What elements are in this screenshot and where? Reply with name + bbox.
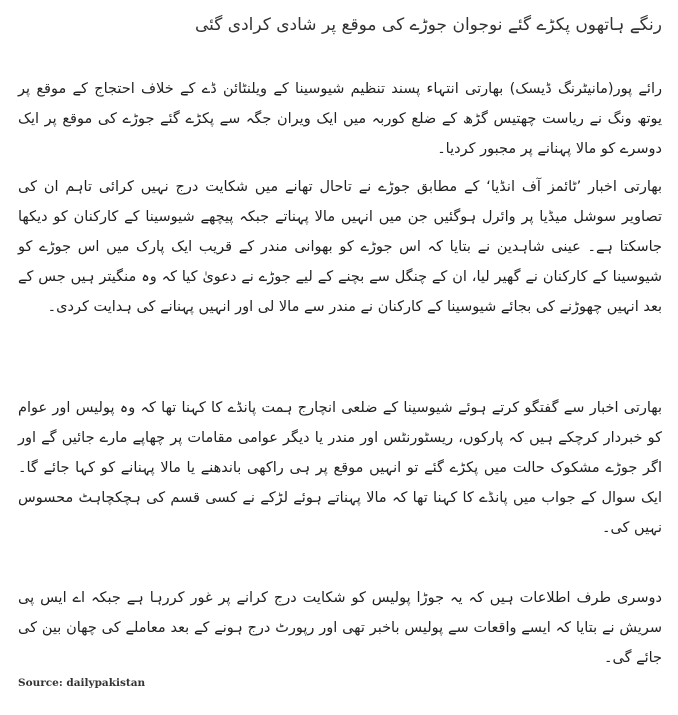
article <box>18 0 662 715</box>
article-paragraph-1: رائے پور(مانیٹرنگ ڈیسک) بھارتی انتہاء پسند تنظیم شیوسینا کے ویلنٹائن ڈے کے خلاف احتجاج کے موقع پر یوتھ ونگ نے ریاست چھتیس گڑھ کے ضلع کوربہ میں ایک ویران جگہ سے پکڑے گئے جوڑے کی موقع پر ایک دوسرے کو مالا پہنانے پر مجبور کردیا۔ <box>18 81 662 157</box>
article-title: رنگے ہاتھوں پکڑے گئے نوجوان جوڑے کی موقع پر شادی کرادی گئی <box>194 15 662 35</box>
source-name: dailypakistan <box>66 677 146 689</box>
source-label: Source: <box>18 677 63 689</box>
article-paragraph-2: بھارتی اخبار ’ٹائمز آف انڈیا‘ کے مطابق جوڑے نے تاحال تھانے میں شکایت درج نہیں کرائی تاہم ان کی تصاویر سوشل میڈیا پر وائرل ہوگئیں جن میں انہیں مالا پہناتے جبکہ پیچھے شیوسینا کے کارکنان کو دیکھا جاسکتا ہے۔ عینی شاہدین نے بتایا کہ اس جوڑے کو بھوانی مندر کے قریب ایک پارک میں اس جوڑے کو شیوسینا کے کارکنان نے گھیر لیا، ان کے چنگل سے بچنے کے لیے جوڑے نے دعویٰ کیا کہ وہ منگیتر ہیں جس کے بعد انہیں چھوڑنے کی بجائے شیوسینا کے کارکنان نے مندر سے مالا لی اور انہیں پہنانے کی ہدایت کردی۔ <box>18 179 662 315</box>
article-paragraph-4: دوسری طرف اطلاعات ہیں کہ یہ جوڑا پولیس کو شکایت درج کرانے پر غور کررہا ہے جبکہ اے ایس پی سریش نے بتایا کہ ایسے واقعات سے پولیس باخبر تھی اور رپورٹ درج ہونے کے بعد معاملے کی چھان بین کی جائے گی۔ <box>18 590 662 666</box>
article-paragraph-3: بھارتی اخبار سے گفتگو کرتے ہوئے شیوسینا کے ضلعی انچارج ہمت پانڈے کا کہنا تھا کہ وہ پولیس اور عوام کو خبردار کرچکے ہیں کہ پارکوں، ریسٹورنٹس اور مندر یا دیگر عوامی مقامات پر چھاپے مارے جائیں گے اور اگر جوڑے مشکوک حالت میں پکڑے گئے تو انہیں موقع پر ہی راکھی باندھنے یا مالا پہنانے کو کہا جائے گا۔ ایک سوال کے جواب میں پانڈے کا کہنا تھا کہ مالا پہناتے ہوئے لڑکے نے کسی قسم کی ہچکچاہٹ محسوس نہیں کی۔ <box>18 400 662 536</box>
source-credit <box>18 677 145 689</box>
